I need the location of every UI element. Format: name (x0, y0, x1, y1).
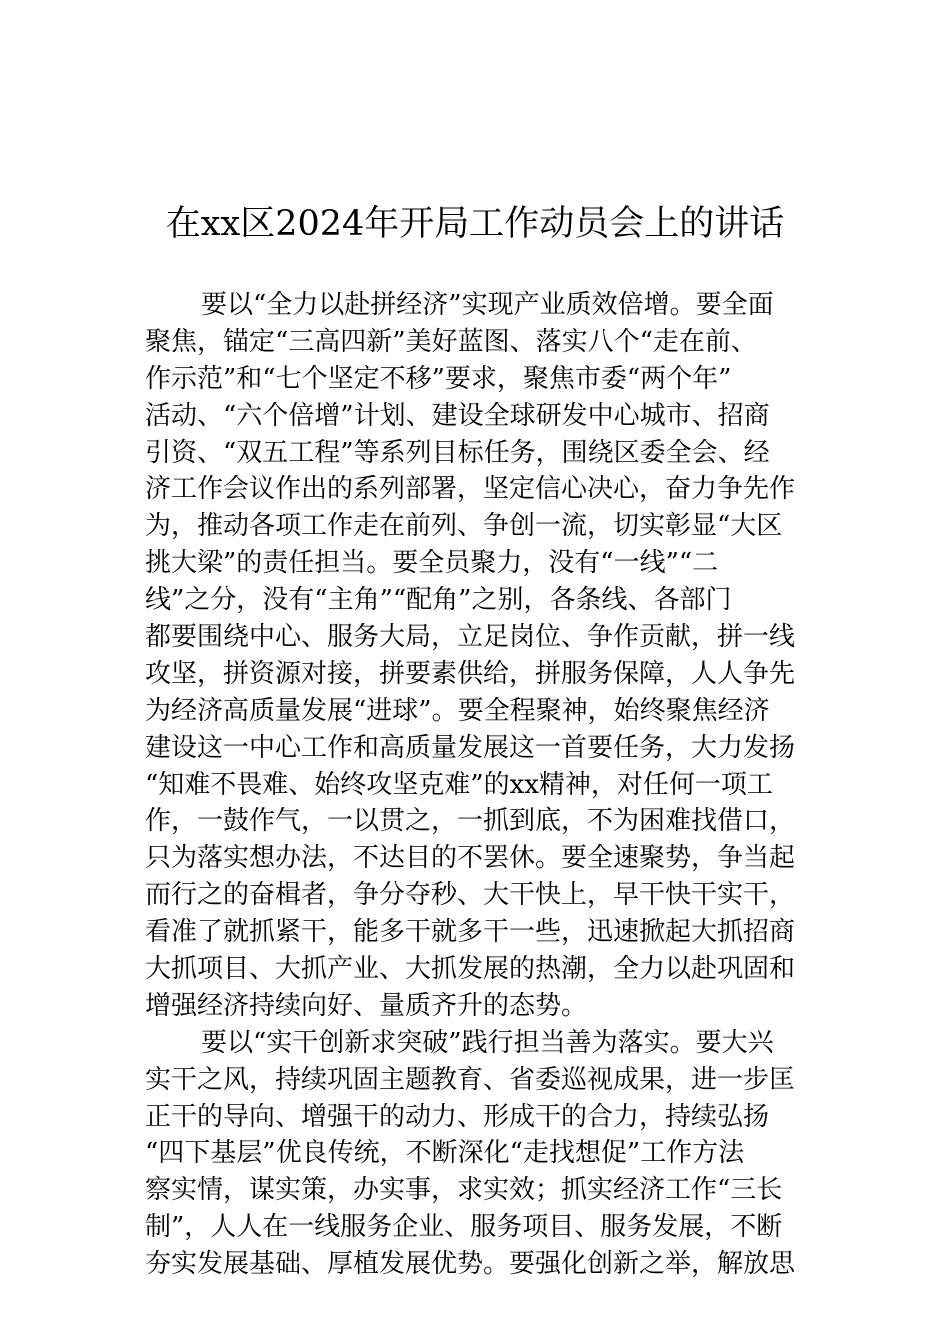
text-line: 制”，人人在一线服务企业、服务项目、服务发展，不断 (145, 1212, 783, 1243)
text-line: 正干的导向、增强干的动力、形成干的合力，持续弘扬 (145, 1101, 770, 1132)
text-line: 大抓项目、大抓产业、大抓发展的热潮，全力以赴巩固和 (145, 954, 796, 985)
text-line: 攻坚，拼资源对接，拼要素供给，拼服务保障，人人争先 (145, 658, 796, 689)
text-line: 活动、“六个倍增”计划、建设全球研发中心城市、招商 (145, 400, 770, 431)
text-line: 要以“实干创新求突破”践行担当善为落实。要大兴 (201, 1027, 774, 1058)
text-line: 为，推动各项工作走在前列、争创一流，切实彰显“大区 (145, 511, 783, 542)
text-line: 线”之分，没有“主角”“配角”之别，各条线、各部门 (145, 585, 732, 616)
text-line: 作示范”和“七个坚定不移”要求，聚焦市委“两个年” (145, 363, 732, 394)
text-line: 要以“全力以赴拼经济”实现产业质效倍增。要全面 (201, 290, 774, 320)
text-line: “四下基层”优良传统，不断深化“走找想促”工作方法 (145, 1138, 745, 1169)
text-line: 察实情，谋实策，办实事，求实效；抓实经济工作“三长 (145, 1175, 783, 1206)
text-line: 聚焦，锚定“三高四新”美好蓝图、落实八个“走在前、 (145, 326, 757, 357)
text-line: 夯实发展基础、厚植发展优势。要强化创新之举，解放思 (145, 1249, 796, 1280)
paragraph-2 (145, 1025, 805, 1283)
paragraph-1 (145, 287, 805, 1025)
text-line: 看准了就抓紧干，能多干就多干一些，迅速掀起大抓招商 (145, 917, 796, 948)
document-body (145, 287, 805, 1283)
document-title: 在xx区2024年开局工作动员会上的讲话 (165, 204, 785, 244)
text-line: 济工作会议作出的系列部署，坚定信心决心，奋力争先作 (145, 474, 796, 505)
text-line: 只为落实想办法，不达目的不罢休。要全速聚势，争当起 (145, 843, 796, 874)
text-line: 挑大梁”的责任担当。要全员聚力，没有“一线”“二 (145, 548, 719, 579)
text-line: 增强经济持续向好、量质齐升的态势。 (145, 990, 588, 1021)
text-line: 建设这一中心工作和高质量发展这一首要任务，大力发扬 (145, 732, 796, 763)
text-line: “知难不畏难、始终攻坚克难”的xx精神，对任何一项工 (145, 769, 773, 800)
text-line: 作，一鼓作气，一以贯之，一抓到底，不为困难找借口， (145, 806, 796, 837)
text-line: 为经济高质量发展“进球”。要全程聚神，始终聚焦经济 (145, 695, 770, 726)
text-line: 而行之的奋楫者，争分夺秒、大干快上，早干快干实干， (145, 880, 796, 911)
text-line: 都要围绕中心、服务大局，立足岗位、争作贡献，拼一线 (145, 622, 796, 653)
text-line: 实干之风，持续巩固主题教育、省委巡视成果，进一步匡 (145, 1064, 796, 1095)
text-line: 引资、“双五工程”等系列目标任务，围绕区委全会、经 (145, 437, 770, 468)
